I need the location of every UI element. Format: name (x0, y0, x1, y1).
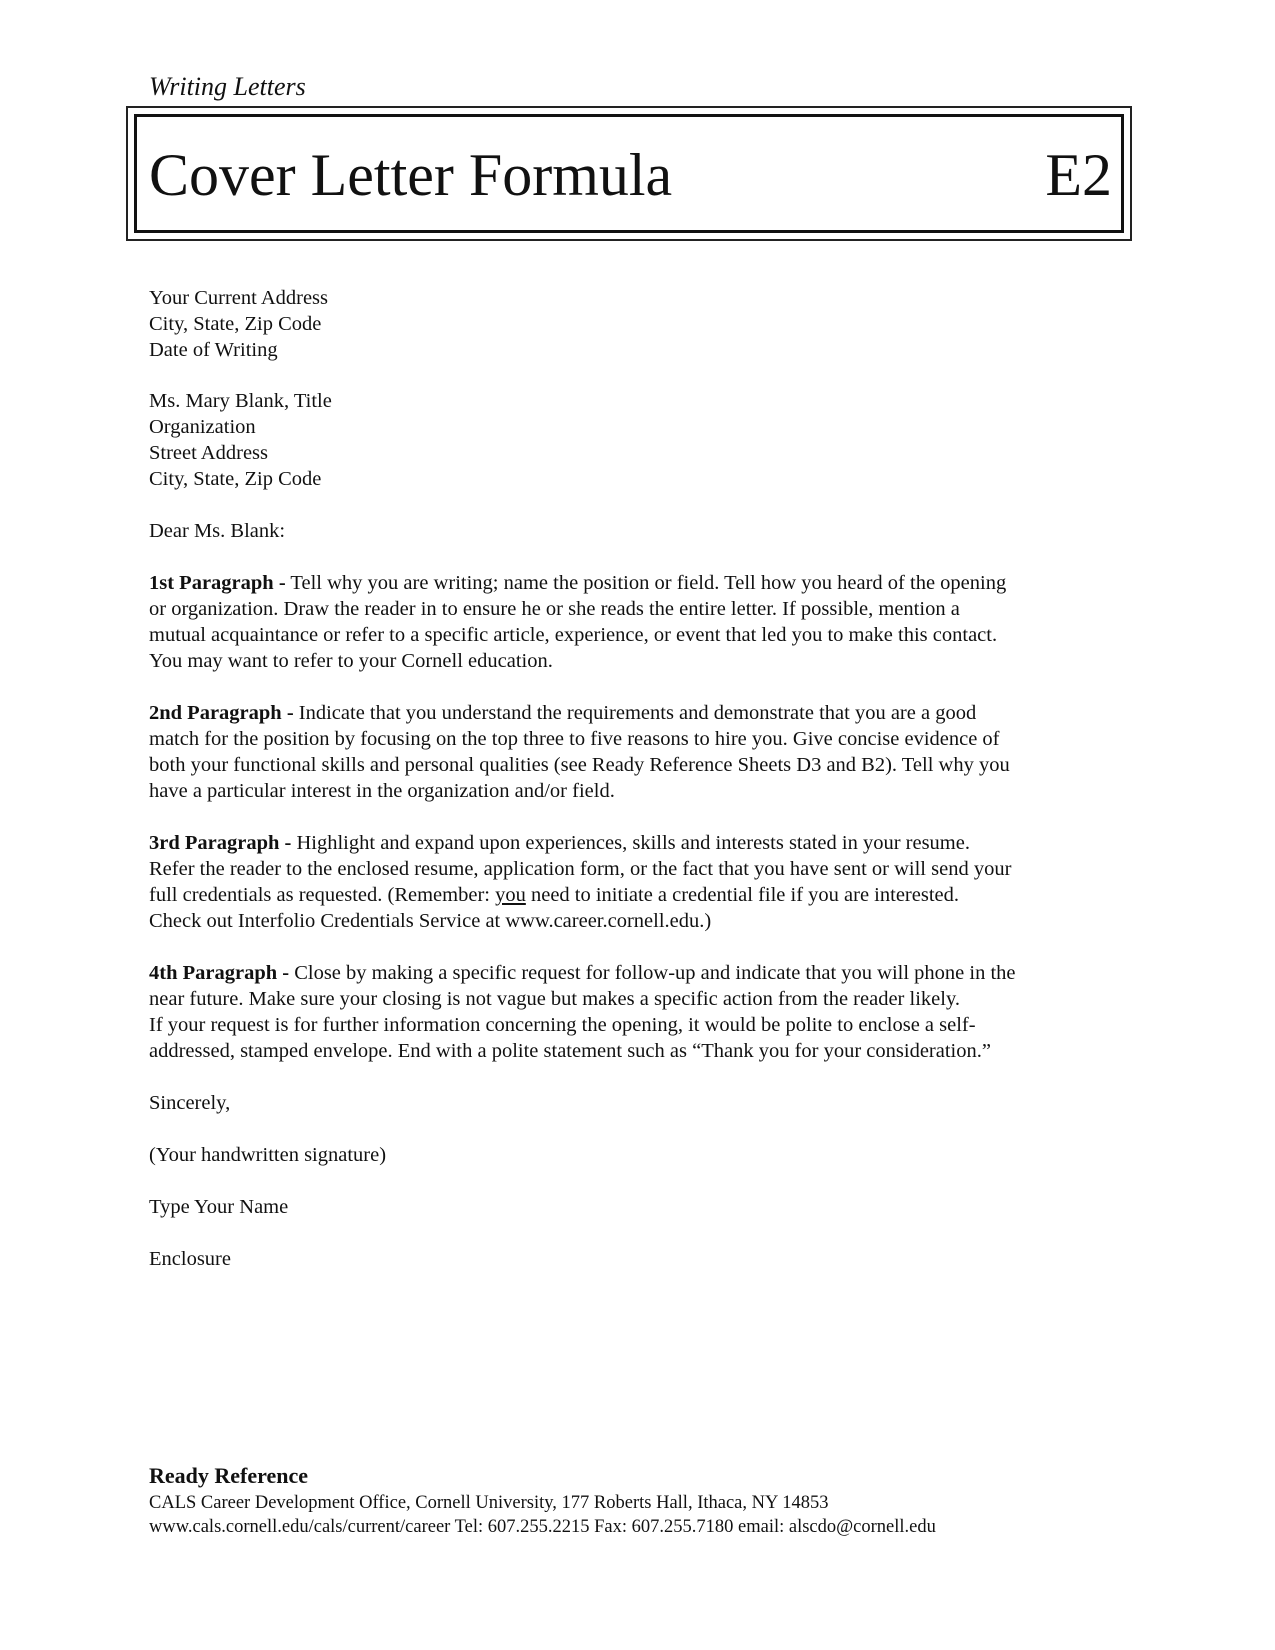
paragraph-text: full credentials as requested. (Remember: (149, 884, 496, 906)
recipient-line: Organization (149, 416, 256, 438)
paragraph-text: Tell why you are writing; name the position or field. Tell how you heard of the opening (285, 572, 1007, 594)
paragraph-2 (149, 700, 1129, 804)
paragraph-heading: 4th Paragraph - (149, 962, 290, 984)
salutation: Dear Ms. Blank: (149, 520, 286, 542)
paragraph-line: or organization. Draw the reader in to ensure he or she reads the entire letter. If possible, mention a (149, 598, 960, 620)
paragraph-line: have a particular interest in the organization and/or field. (149, 780, 615, 802)
paragraph-4 (149, 960, 1129, 1064)
recipient-line: City, State, Zip Code (149, 468, 322, 490)
paragraph-line (149, 830, 1129, 856)
paragraph-line: addressed, stamped envelope. End with a polite statement such as “Thank you for your consideration.” (149, 1040, 991, 1062)
sender-line: City, State, Zip Code (149, 313, 322, 335)
paragraph-1 (149, 570, 1129, 674)
section-label: Writing Letters (149, 72, 306, 101)
footer-address: CALS Career Development Office, Cornell University, 177 Roberts Hall, Ithaca, NY 14853 (149, 1493, 829, 1513)
footer-contact: www.cals.cornell.edu/cals/current/career Tel: 607.255.2215 Fax: 607.255.7180 email: alscdo@cornell.edu (149, 1517, 936, 1537)
signature-placeholder: (Your handwritten signature) (149, 1144, 387, 1166)
paragraph-line (149, 570, 1129, 596)
footer-title: Ready Reference (149, 1463, 309, 1488)
paragraph-line: If your request is for further information concerning the opening, it would be polite to enclose a self- (149, 1014, 976, 1036)
sender-line: Date of Writing (149, 339, 278, 361)
paragraph-line (149, 700, 1129, 726)
paragraph-line (149, 960, 1129, 986)
paragraph-3 (149, 830, 1129, 934)
recipient-line: Street Address (149, 442, 268, 464)
paragraph-line: both your functional skills and personal qualities (see Ready Reference Sheets D3 and B2). Tell why you (149, 754, 1010, 776)
sender-line: Your Current Address (149, 287, 329, 309)
paragraph-text: Close by making a specific request for follow-up and indicate that you will phone in the (289, 962, 1016, 984)
paragraph-heading: 2nd Paragraph - (149, 702, 294, 724)
typed-name: Type Your Name (149, 1196, 289, 1218)
paragraph-line: match for the position by focusing on the top three to five reasons to hire you. Give concise evidence of (149, 728, 1000, 750)
paragraph-text: need to initiate a credential file if you are interested. (525, 884, 959, 906)
paragraph-line: mutual acquaintance or refer to a specific article, experience, or event that led you to make this contact. (149, 624, 998, 646)
recipient-address (149, 388, 1129, 492)
sheet-code: E2 (1045, 142, 1112, 208)
paragraph-line: near future. Make sure your closing is not vague but makes a specific action from the reader likely. (149, 988, 960, 1010)
page-title: Cover Letter Formula (149, 142, 673, 208)
paragraph-text: Highlight and expand upon experiences, skills and interests stated in your resume. (291, 832, 970, 854)
sign-off: Sincerely, (149, 1092, 231, 1114)
emphasis-text: you (495, 884, 526, 906)
paragraph-line: Refer the reader to the enclosed resume, application form, or the fact that you have sent or will send your (149, 858, 1012, 880)
paragraph-line (149, 882, 1129, 908)
sender-address (149, 285, 1129, 363)
paragraph-line: You may want to refer to your Cornell education. (149, 650, 553, 672)
enclosure-note: Enclosure (149, 1248, 231, 1270)
paragraph-line: Check out Interfolio Credentials Service at www.career.cornell.edu.) (149, 910, 712, 932)
recipient-line: Ms. Mary Blank, Title (149, 390, 332, 412)
paragraph-heading: 1st Paragraph - (149, 572, 286, 594)
paragraph-text: Indicate that you understand the requirements and demonstrate that you are a good (293, 702, 977, 724)
paragraph-heading: 3rd Paragraph - (149, 832, 292, 854)
